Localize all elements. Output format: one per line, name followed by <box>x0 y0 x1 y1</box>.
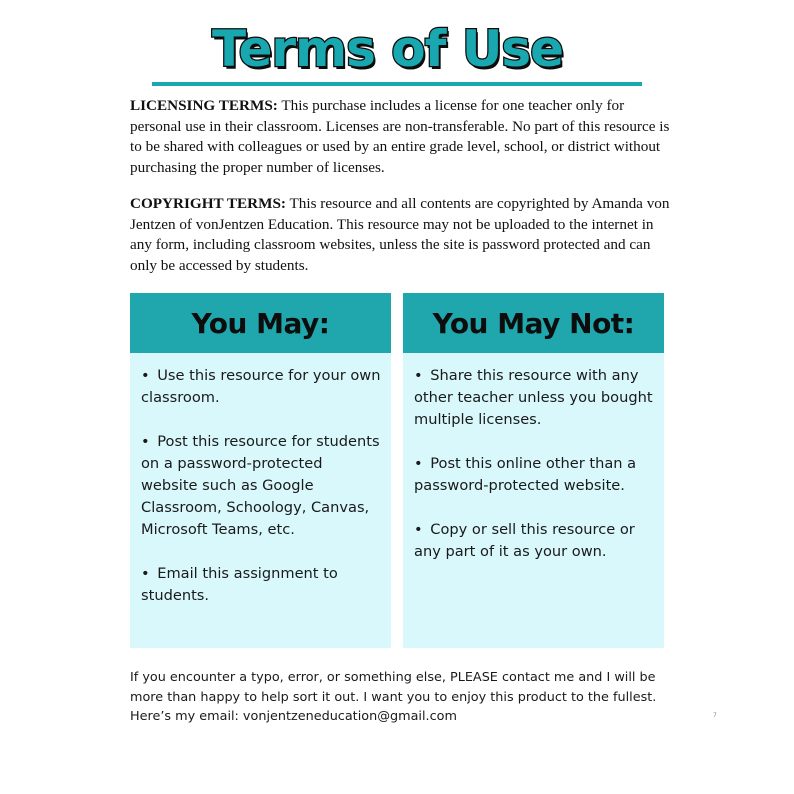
you-may-not-panel <box>403 293 664 648</box>
bullet-icon: • <box>414 367 423 384</box>
copyright-terms-paragraph <box>130 194 675 276</box>
you-may-not-item-text: Share this resource with any other teacher unless you bought multiple licenses. <box>414 367 653 428</box>
you-may-not-heading: You May Not: <box>403 293 664 353</box>
licensing-terms-paragraph <box>130 96 675 178</box>
copyright-terms-text: This resource and all contents are copyrighted by Amanda von Jentzen of vonJentzen Education. This resource may not be uploaded to the internet in any form, including classroom websites, unless the site is password protected and can only be accessed by students. <box>130 195 670 274</box>
bullet-icon: • <box>141 367 150 384</box>
copyright-terms-lead: COPYRIGHT TERMS: <box>130 195 286 212</box>
you-may-not-item <box>414 365 656 431</box>
you-may-heading: You May: <box>130 293 391 353</box>
you-may-not-item-text: Copy or sell this resource or any part of it as your own. <box>414 521 635 560</box>
you-may-item <box>141 431 383 541</box>
bullet-icon: • <box>141 565 150 582</box>
licensing-terms-lead: LICENSING TERMS: <box>130 97 278 114</box>
you-may-item-text: Post this resource for students on a password-protected website such as Google Classroom, Schoology, Canvas, Microsoft Teams, etc. <box>141 433 380 538</box>
you-may-not-item-text: Post this online other than a password-protected website. <box>414 455 637 494</box>
you-may-panel <box>130 293 391 648</box>
you-may-not-list <box>403 353 664 563</box>
you-may-item <box>141 365 383 409</box>
bullet-icon: • <box>414 521 423 538</box>
bullet-icon: • <box>141 433 150 450</box>
you-may-item <box>141 563 383 607</box>
title-underline <box>152 82 642 86</box>
you-may-item-text: Use this resource for your own classroom. <box>141 367 381 406</box>
page-title: Terms of Use <box>212 20 564 78</box>
you-may-not-item <box>414 453 656 497</box>
page-number: 7 <box>713 712 717 719</box>
bullet-icon: • <box>414 455 423 472</box>
you-may-list <box>130 353 391 607</box>
you-may-item-text: Email this assignment to students. <box>141 565 338 604</box>
licensing-terms-text: This purchase includes a license for one teacher only for personal use in their classroom. Licenses are non-transferable. No part of this resource is to be shared with colleagues or used by an entire grade level, school, or district without purchasing the proper number of licenses. <box>130 97 670 176</box>
you-may-not-item <box>414 519 656 563</box>
contact-footer: If you encounter a typo, error, or something else, PLEASE contact me and I will be more than happy to help sort it out. I want you to enjoy this product to the fullest. Here’s my email: vonjentzeneducation@gmail.com <box>130 670 657 724</box>
